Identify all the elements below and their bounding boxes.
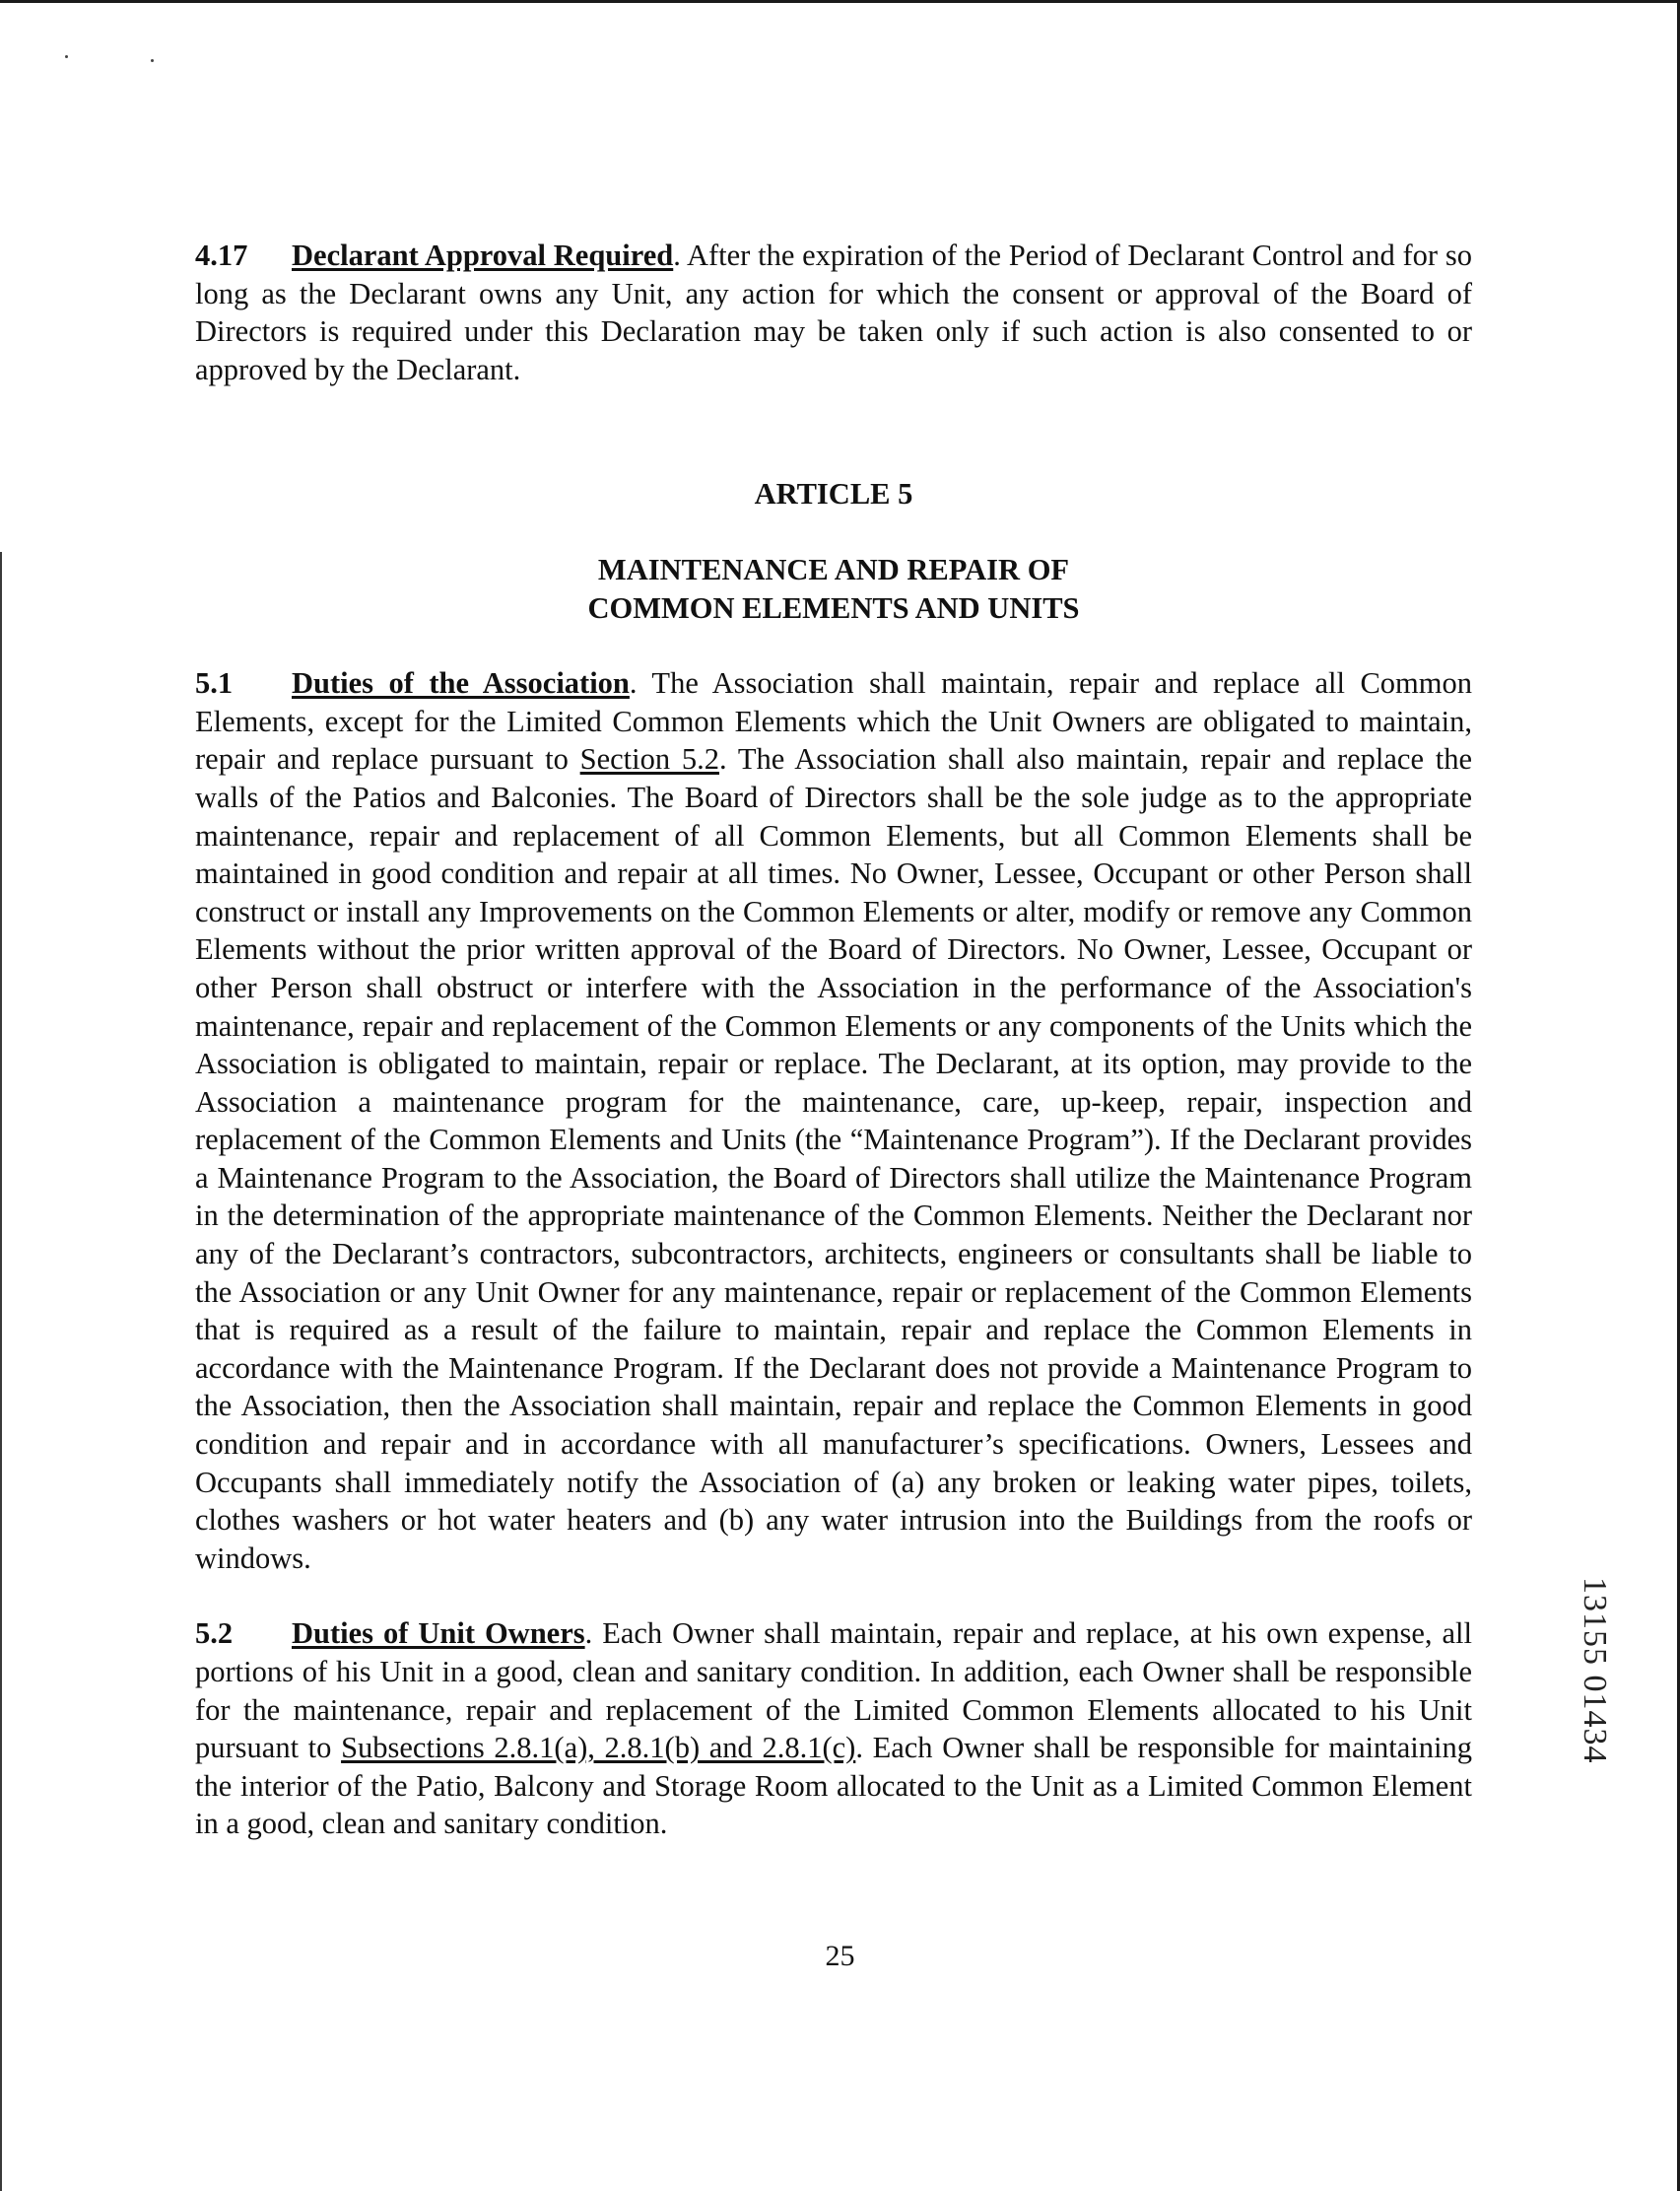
cross-reference-link: Subsections 2.8.1(a), 2.8.1(b) and 2.8.1(c) [341,1731,856,1765]
recording-number: 13155 01434 [1577,1577,1613,1764]
section-5-2 [195,1614,1472,1843]
scan-edge-top [0,0,1680,3]
section-number: 5.1 [195,666,234,701]
section-text: . Each Owner shall maintain, repair and replace, at his own expense, all portions of his Unit in a good, clean and sanitary condition. In addition, each Owner shall be responsible for the maintenance, repair and replacement of the Limited Common Elements allocated to his Unit pursuant to [195,1616,1472,1765]
section-text-continued: . The Association shall also maintain, repair and replace the walls of the Patios and Balconies. The Board of Directors shall be the sole judge as to the appropriate maintenance, repair and replacement of all Common Elements, but all Common Elements shall be maintained in good condition and repair at all times. No Owner, Lessee, Occupant or other Person shall construct or install any Improvements on the Common Elements or alter, modify or remove any Common Elements without the prior written approval of the Board of Directors. No Owner, Lessee, Occupant or other Person shall obstruct or interfere with the Association in the performance of the Association's maintenance, repair and replacement of the Common Elements or any components of the Units which the Association is obligated to maintain, repair or replace. The Declarant, at its option, may provide to the Association a maintenance program for the maintenance, care, up-keep, repair, inspection and replacement of the Common Elements and Units (the “Maintenance Program”). If the Declarant provides a Maintenance Program to the Association, the Board of Directors shall utilize the Maintenance Program in the determination of the appropriate maintenance of the Common Elements. Neither the Declarant nor any of the Declarant’s contractors, subcontractors, architects, engineers or consultants shall be liable to the Association or any Unit Owner for any maintenance, repair or replacement of the Common Elements that is required as a result of the failure to maintain, repair and replace the Common Elements in accordance with the Maintenance Program. If the Declarant does not provide a Maintenance Program to the Association, then the Association shall maintain, repair and replace the Common Elements in good condition and repair and in accordance with all manufacturer’s specifications. Owners, Lessees and Occupants shall immediately notify the Association of (a) any broken or leaking water pipes, toilets, clothes washers or hot water heaters and (b) any water intrusion into the Buildings from the roofs or windows. [195,742,1472,1575]
section-number: 5.2 [195,1616,234,1651]
cross-reference-link: Section 5.2 [579,742,719,777]
page-number: 25 [825,1940,855,1972]
section-number: 4.17 [195,239,248,272]
scan-speck [65,55,68,58]
article-label: ARTICLE 5 [754,477,913,512]
article-title-line-2: COMMON ELEMENTS AND UNITS [587,590,1080,625]
article-title-line-1: MAINTENANCE AND REPAIR OF [597,552,1070,586]
section-title: Duties of the Association [292,666,630,701]
margin-recording-stamp [1579,1577,1623,1853]
section-text-continued: . Each Owner shall be responsible for maintaining the interior of the Patio, Balcony and Storage Room allocated to the Unit as a Limited Common Element in a good, clean and sanitary condition. [195,1731,1472,1841]
section-4-17 [195,237,1472,388]
document-body [195,229,1472,1843]
scan-speck [151,59,154,62]
section-text: . After the expiration of the Period of Declarant Control and for so long as the Declarant owns any Unit, any action for which the consent or approval of the Board of Directors is required under this Declaration may be taken only if such action is also consented to or approved by the Declarant. [195,239,1472,386]
section-5-1 [195,664,1472,1577]
section-text: . The Association shall maintain, repair and replace all Common Elements, except for the Limited Common Elements which the Unit Owners are obligated to maintain, repair and replace pursuant to [195,666,1472,777]
section-title: Declarant Approval Required [292,239,674,272]
section-title: Duties of Unit Owners [292,1616,585,1651]
